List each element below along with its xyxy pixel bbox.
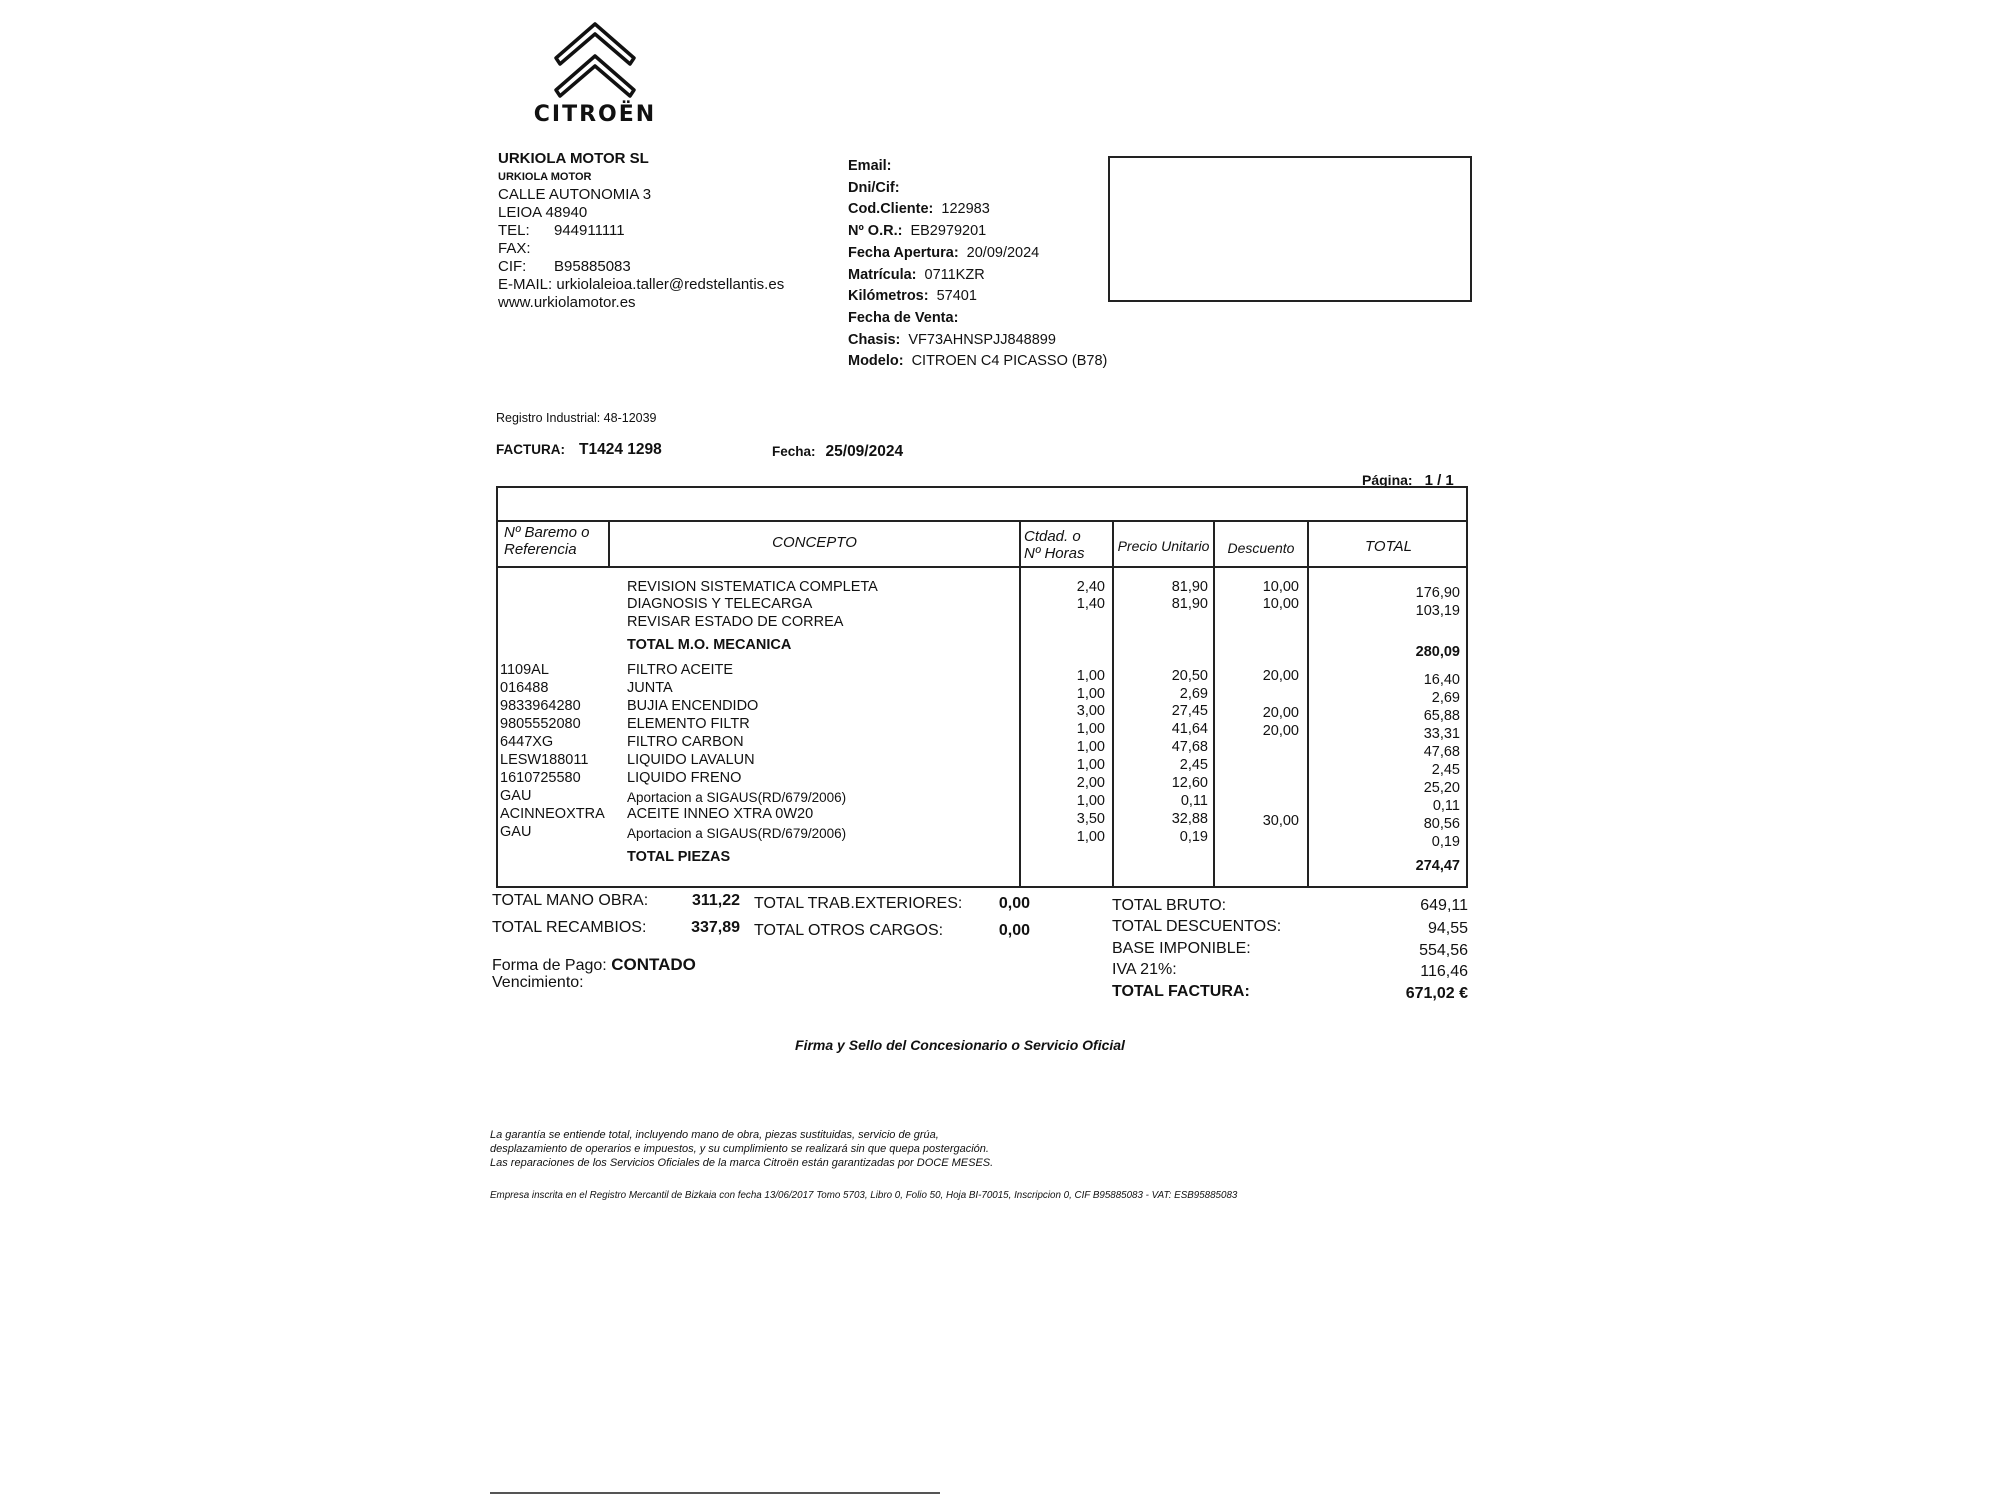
total-recambios-value: 337,89 [691, 919, 740, 936]
total-bruto-label: TOTAL BRUTO: [1112, 897, 1227, 914]
total-descuentos-value: 94,55 [1427, 920, 1468, 937]
registro-mercantil: Empresa inscrita en el Registro Mercantil de Bizkaia con fecha 13/06/2017 Tomo 5703, Libro 0, Folio 50, Hoja BI-70015, Inscripcion 0, CIF B95885083 - VAT: ESB95885083 [490, 1190, 1238, 1201]
labor-total-value: 280,09 [1415, 644, 1460, 660]
client-modelo: Modelo: CITROEN C4 PICASSO (B78) [848, 353, 1108, 370]
client-code: Cod.Cliente: 122983 [848, 201, 990, 218]
dealer-email: E-MAIL: urkiolaleioa.taller@redstellantis.es [498, 276, 785, 293]
client-matricula: Matrícula: 0711KZR [848, 266, 985, 283]
dealer-info [498, 150, 784, 312]
header-total: TOTAL [1365, 538, 1412, 555]
dealer-city: LEIOA 48940 [498, 204, 588, 221]
total-otros-label: TOTAL OTROS CARGOS: [754, 922, 944, 939]
client-fecha-apertura: Fecha Apertura: 20/09/2024 [848, 244, 1040, 261]
total-recambios-label: TOTAL RECAMBIOS: [492, 919, 647, 936]
table-top-divider [496, 520, 1468, 522]
header-descuento: Descuento [1227, 540, 1295, 556]
table-header-divider [496, 566, 1468, 568]
page-number: Página: 1 / 1 [1362, 472, 1454, 489]
labor-total-label: TOTAL M.O. MECANICA [627, 637, 792, 653]
header-qty: Ctdad. o Nº Horas [1024, 528, 1085, 562]
total-descuentos-label: TOTAL DESCUENTOS: [1112, 918, 1282, 935]
registro-industrial: Registro Industrial: 48-12039 [496, 411, 657, 425]
firma-sello: Firma y Sello del Concesionario o Servicio Oficial [795, 1037, 1125, 1053]
customer-address-box [1108, 156, 1472, 302]
client-chasis: Chasis: VF73AHNSPJJ848899 [848, 331, 1056, 348]
client-info [848, 156, 1107, 373]
header-concepto: CONCEPTO [772, 534, 857, 551]
total-factura-label: TOTAL FACTURA: [1112, 983, 1250, 1000]
header-ref: Nº Baremo o Referencia [504, 524, 590, 558]
invoice-date: Fecha: 25/09/2024 [772, 443, 904, 460]
total-trab-ext-label: TOTAL TRAB.EXTERIORES: [754, 895, 963, 912]
base-imponible-value: 554,56 [1419, 942, 1468, 959]
col-divider-qty [1112, 520, 1114, 888]
base-imponible-label: BASE IMPONIBLE: [1112, 940, 1251, 957]
parts-total-label: TOTAL PIEZAS [627, 849, 731, 865]
dealer-web: www.urkiolamotor.es [498, 294, 636, 311]
citroen-chevrons-icon [550, 18, 640, 100]
client-fecha-venta: Fecha de Venta: [848, 309, 959, 326]
total-otros-value: 0,00 [998, 922, 1030, 939]
parts-total-value: 274,47 [1415, 858, 1460, 874]
col-divider-descuento [1307, 520, 1309, 888]
footer-rule [490, 1492, 940, 1494]
dealer-name: URKIOLA MOTOR SL [498, 150, 649, 167]
citroen-logo [515, 18, 675, 127]
client-km: Kilómetros: 57401 [848, 288, 977, 305]
col-divider-concepto [1019, 520, 1021, 888]
forma-pago: Forma de Pago: CONTADO [492, 955, 696, 974]
dealer-subname: URKIOLA MOTOR [498, 171, 592, 183]
iva-label: IVA 21%: [1112, 961, 1177, 978]
dealer-fax: FAX: [498, 240, 531, 257]
dealer-tel: TEL: 944911111 [498, 222, 625, 239]
iva-value: 116,46 [1420, 963, 1468, 980]
client-email: Email: [848, 158, 892, 174]
brand-name: CITROËN [533, 102, 657, 127]
client-dni: Dni/Cif: [848, 179, 900, 196]
client-or: Nº O.R.: EB2979201 [848, 223, 987, 240]
dealer-address: CALLE AUTONOMIA 3 [498, 186, 652, 203]
warranty-text: La garantía se entiende total, incluyendo mano de obra, piezas sustituidas, servicio de grúa, desplazamiento de operarios e impuestos, y su cumplimiento se realizará sin que quepa postergación. Las reparaciones de los Servicios Oficiales de la marca Citroën están garantizadas por DOCE MESES. [490, 1129, 994, 1169]
invoice-number: FACTURA: T1424 1298 [496, 441, 662, 458]
total-factura-value: 671,02 € [1405, 985, 1468, 1002]
total-mano-obra-label: TOTAL MANO OBRA: [492, 892, 649, 909]
total-mano-obra-value: 311,22 [691, 892, 740, 909]
total-bruto-value: 649,11 [1420, 897, 1468, 914]
total-trab-ext-value: 0,00 [998, 895, 1030, 912]
dealer-cif: CIF: B95885083 [498, 258, 631, 275]
header-precio: Precio Unitario [1117, 538, 1210, 554]
vencimiento-label: Vencimiento: [492, 974, 584, 991]
